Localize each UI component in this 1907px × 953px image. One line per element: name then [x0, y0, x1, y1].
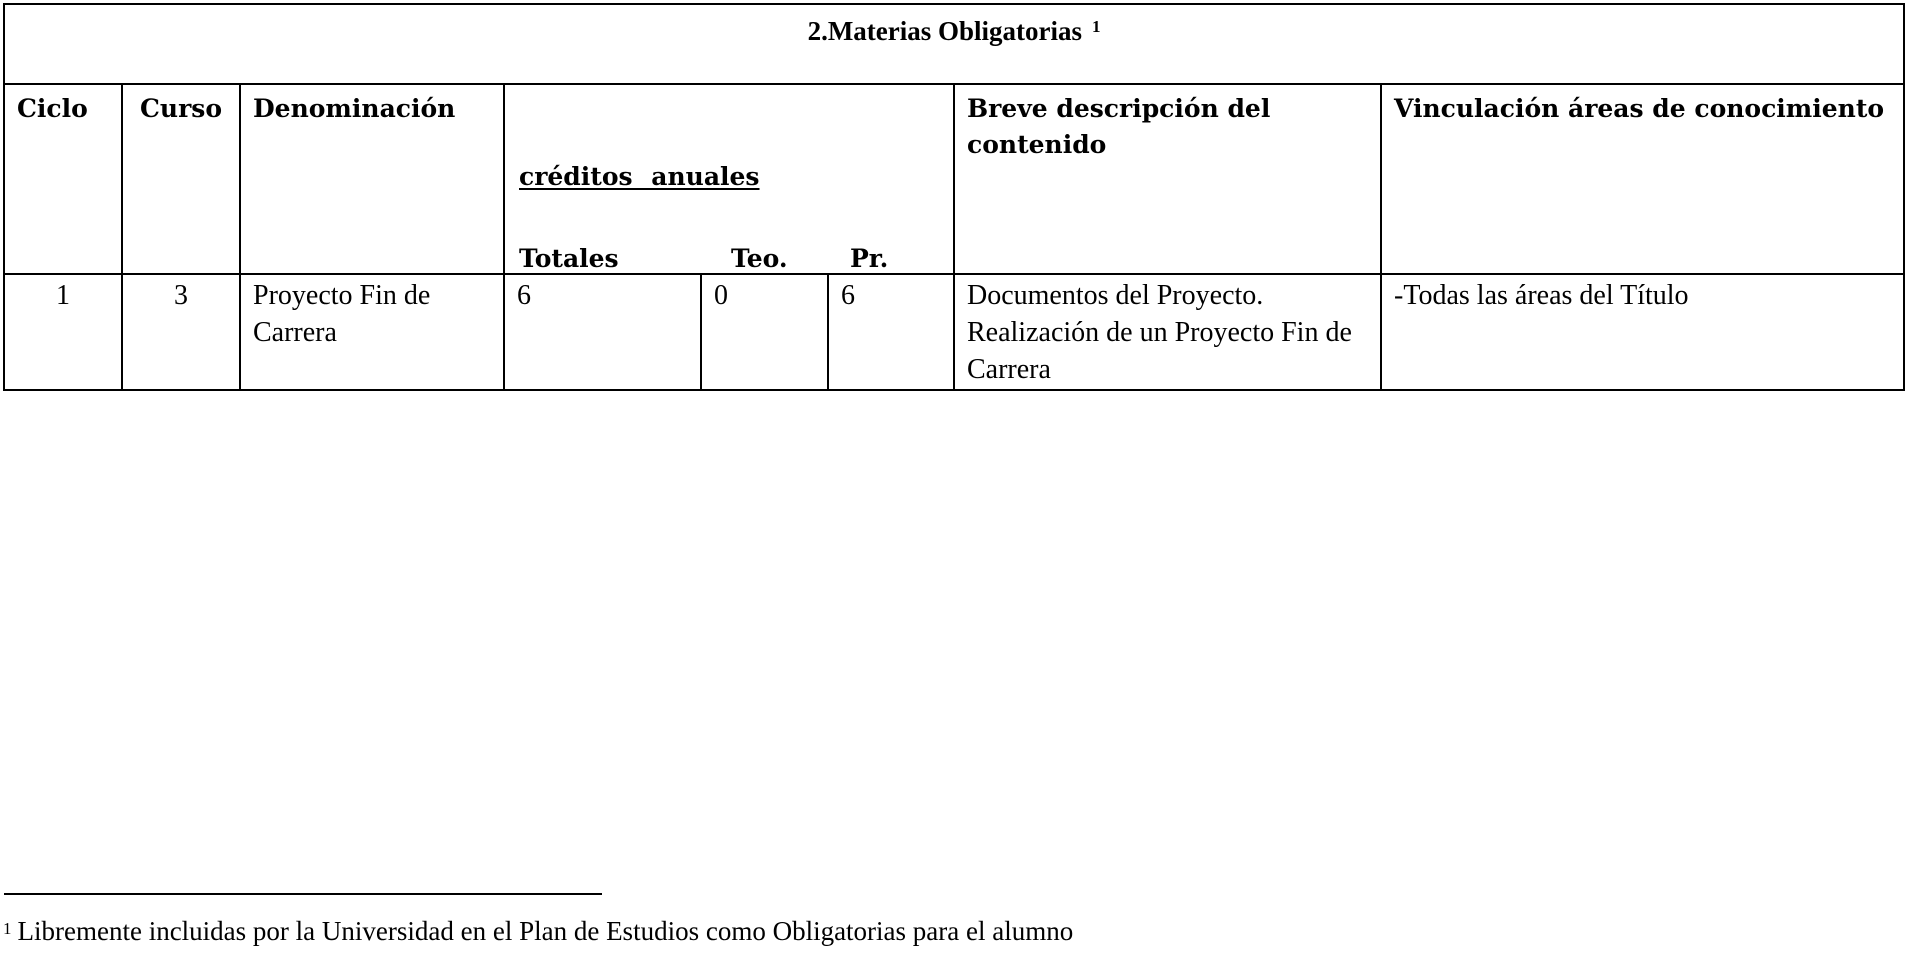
header-creditos-anuales — [504, 84, 954, 274]
table-title: 2.Materias Obligatorias — [807, 16, 1083, 46]
header-creditos-title: créditos anuales — [519, 162, 760, 191]
cell-denominacion: Proyecto Fin de Carrera — [240, 274, 504, 390]
header-pr: Pr. — [850, 244, 889, 273]
footnote-separator — [4, 893, 602, 895]
cell-curso: 3 — [122, 274, 240, 390]
table-title-cell — [4, 4, 1904, 84]
footnote — [3, 913, 1073, 949]
header-vinculacion: Vinculación áreas de conocimiento — [1381, 84, 1904, 274]
cell-teo: 0 — [701, 274, 828, 390]
title-footnote-marker: 1 — [1092, 17, 1101, 36]
cell-totales: 6 — [504, 274, 701, 390]
cell-descripcion: Documentos del Proyecto. Realización de un Proyecto Fin de Carrera — [954, 274, 1381, 390]
title-row — [4, 4, 1904, 84]
footnote-marker: 1 — [3, 919, 12, 938]
table-row — [4, 274, 1904, 390]
header-teo: Teo. — [731, 244, 788, 273]
materias-obligatorias-table — [3, 3, 1905, 391]
header-totales: Totales — [519, 244, 619, 273]
header-denominacion: Denominación — [240, 84, 504, 274]
header-ciclo: Ciclo — [4, 84, 122, 274]
header-descripcion: Breve descripción del contenido — [954, 84, 1381, 274]
cell-vinculacion: -Todas las áreas del Título — [1381, 274, 1904, 390]
footnote-text: Libremente incluidas por la Universidad en el Plan de Estudios como Obligatorias para el alumno — [17, 916, 1074, 946]
header-row — [4, 84, 1904, 274]
cell-pr: 6 — [828, 274, 954, 390]
cell-ciclo: 1 — [4, 274, 122, 390]
header-curso: Curso — [122, 84, 240, 274]
